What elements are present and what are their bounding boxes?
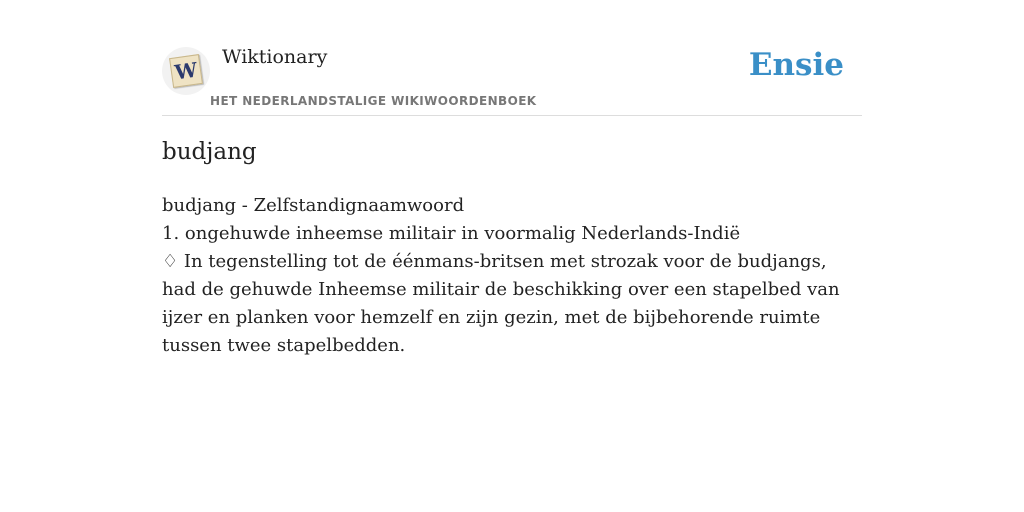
definition-line: 1. ongehuwde inheemse militair in voormalig Nederlands-Indië — [162, 223, 741, 244]
site-header — [162, 0, 862, 116]
logo-letter: W — [173, 57, 199, 85]
wiktionary-logo-icon[interactable] — [162, 47, 210, 95]
part-of-speech-line: budjang - Zelfstandignaamwoord — [162, 195, 465, 216]
ensie-brand-link[interactable]: Ensie — [748, 47, 844, 83]
site-subtitle: HET NEDERLANDSTALIGE WIKIWOORDENBOEK — [210, 94, 537, 108]
page-container — [162, 0, 862, 356]
site-title[interactable]: Wiktionary — [222, 46, 328, 68]
entry-content — [162, 192, 862, 360]
logo-tile — [169, 54, 203, 88]
example-sentence: ♢ In tegenstelling tot de éénmans-britsen met strozak voor de budjangs, had de gehuwde Inheemse militair de beschikking over een stapelbed van ijzer en planken voor hemzelf en zijn gezin, met de bijbehorende ruimte tussen twee stapelbedden. — [162, 251, 840, 356]
entry-title: budjang — [162, 139, 257, 165]
